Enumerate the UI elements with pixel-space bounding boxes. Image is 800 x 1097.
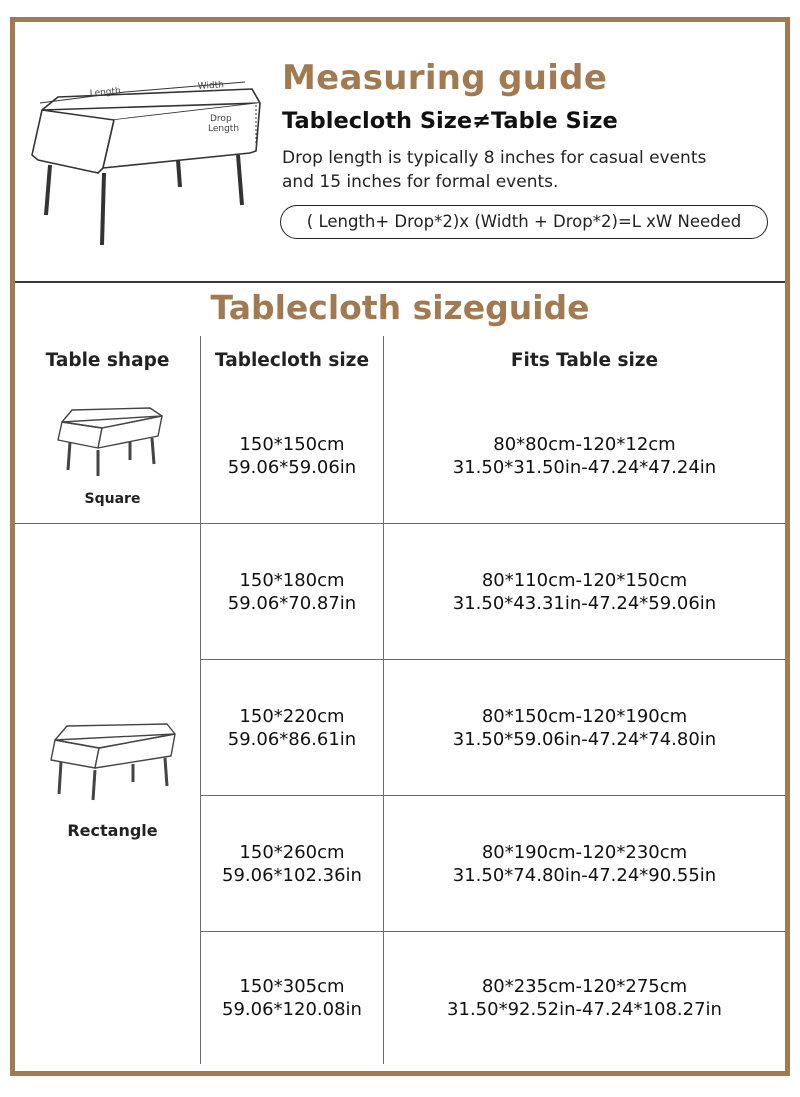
description-line-1: Drop length is typically 8 inches for casual events — [282, 148, 707, 168]
tablecloth-size-cell — [201, 932, 383, 1064]
fits-size-cell — [384, 524, 785, 659]
fits-cm: 80*110cm-120*150cm — [481, 569, 688, 591]
drop-description — [282, 146, 782, 194]
size-cm: 150*260cm — [239, 841, 345, 863]
drop-length-label: Length — [208, 124, 240, 134]
fits-cm: 80*150cm-120*190cm — [481, 705, 688, 727]
fits-in: 31.50*31.50in-47.24*47.24in — [452, 456, 717, 478]
fits-in: 31.50*74.80in-47.24*90.55in — [452, 864, 717, 886]
rectangle-label: Rectangle — [67, 821, 158, 840]
drop-label: Drop — [210, 114, 232, 124]
size-cm: 150*150cm — [239, 433, 345, 455]
fits-size-cell — [384, 388, 785, 523]
tablecloth-size-cell — [201, 660, 383, 795]
size-in: 59.06*102.36in — [222, 864, 362, 886]
tablecloth-size-cell — [201, 388, 383, 523]
length-label: Length — [89, 86, 122, 99]
size-guide-title: Tablecloth sizeguide — [210, 288, 590, 327]
square-label: Square — [84, 491, 141, 507]
fits-in: 31.50*59.06in-47.24*74.80in — [452, 728, 717, 750]
fits-cm: 80*235cm-120*275cm — [481, 976, 688, 997]
col-header-shape: Table shape — [15, 336, 200, 388]
fits-size-cell — [384, 796, 785, 931]
divider-top — [15, 281, 785, 283]
fits-cm: 80*190cm-120*230cm — [481, 841, 688, 863]
size-table — [15, 336, 785, 1064]
size-cm: 150*180cm — [239, 569, 345, 591]
tablecloth-size-cell — [201, 796, 383, 931]
tablecloth-size-cell — [201, 524, 383, 659]
size-in: 59.06*120.08in — [222, 999, 362, 1020]
size-in: 59.06*86.61in — [227, 728, 357, 750]
description-line-2: and 15 inches for formal events. — [282, 172, 559, 192]
size-cm: 150*220cm — [239, 705, 345, 727]
fits-size-cell — [384, 660, 785, 795]
fits-in: 31.50*92.52in-47.24*108.27in — [447, 999, 722, 1020]
col-header-fits: Fits Table size — [384, 336, 785, 388]
size-cm: 150*305cm — [239, 976, 345, 997]
size-formula: ( Length+ Drop*2)x (Width + Drop*2)=L xW Needed — [280, 205, 768, 239]
fits-in: 31.50*43.31in-47.24*59.06in — [452, 592, 717, 614]
size-in: 59.06*70.87in — [227, 592, 357, 614]
measuring-guide-title: Measuring guide — [282, 58, 608, 98]
table-measure-diagram — [20, 65, 275, 275]
col-header-size: Tablecloth size — [201, 336, 383, 388]
square-table-icon — [50, 398, 180, 483]
size-in: 59.06*59.06in — [227, 456, 357, 478]
rectangle-table-icon — [45, 716, 180, 806]
fits-size-cell — [384, 932, 785, 1064]
width-label: Width — [197, 80, 225, 92]
size-notice-subtitle: Tablecloth Size≠Table Size — [282, 108, 618, 134]
fits-cm: 80*80cm-120*12cm — [493, 433, 676, 455]
